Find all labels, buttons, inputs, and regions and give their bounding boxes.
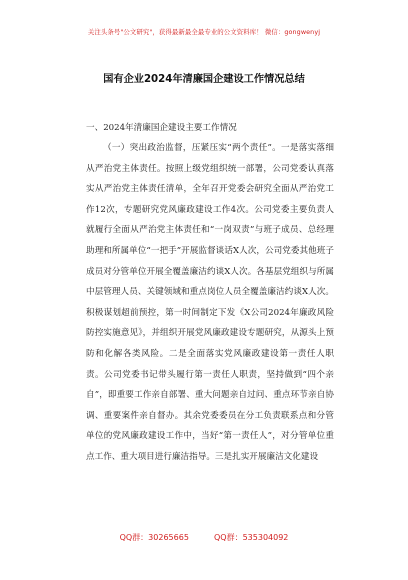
promo-banner: 关注头条号"公文研究"，获得最新最全最专业的公文资料库！ 微信：gongwenyj [87, 28, 321, 36]
section-heading: 一、2024年清廉国企建设主要工作情况 [86, 123, 237, 133]
qq-group-1: QQ群：30265665 [119, 533, 189, 542]
document-title: 国有企业2024年清廉国企建设工作情况总结 [103, 74, 305, 85]
qq-group-2: QQ群：535304092 [214, 533, 289, 542]
body-paragraph: （一）突出政治监督，压紧压实“两个责任”。一是落实落细从严治党主体责任。按照上级党组织统一部署，公司党委认真落实从严治党主体责任清单，全年召开党委会研究全面从严治党工作12次，专题研究党风廉政建设工作4次。公司党委主要负责人就履行全面从严治党主体责任和“一岗双责”与班子成员、总经理助理和所属单位“一把手”开展监督谈话X人次，公司党委其他班子成员对分管单位开展全覆盖廉洁约谈X人次。各基层党组织与所属中层管理人员、关键领域和重点岗位人员全覆盖廉洁约谈X人次。积极谋划超前预控，第一时间制定下发《X公司2024年廉政风险防控实施意见》，并组织开展党风廉政建设专题研究，从源头上预防和化解各类风险。二是全面落实党风廉政建设第一责任人职责。公司党委书记带头履行第一责任人职责，坚持做到“四个亲自”，即重要工作亲自部署、重大问题亲自过问、重点环节亲自协调、重要案件亲自督办。其余党委委员在分工负责联系点和分管单位的党风廉政建设工作中，当好“第一责任人”，对分管单位重点工作、重大项目进行廉洁指导。三是扎实开展廉洁文化建设 [86, 143, 334, 462]
footer-contact [0, 532, 408, 543]
